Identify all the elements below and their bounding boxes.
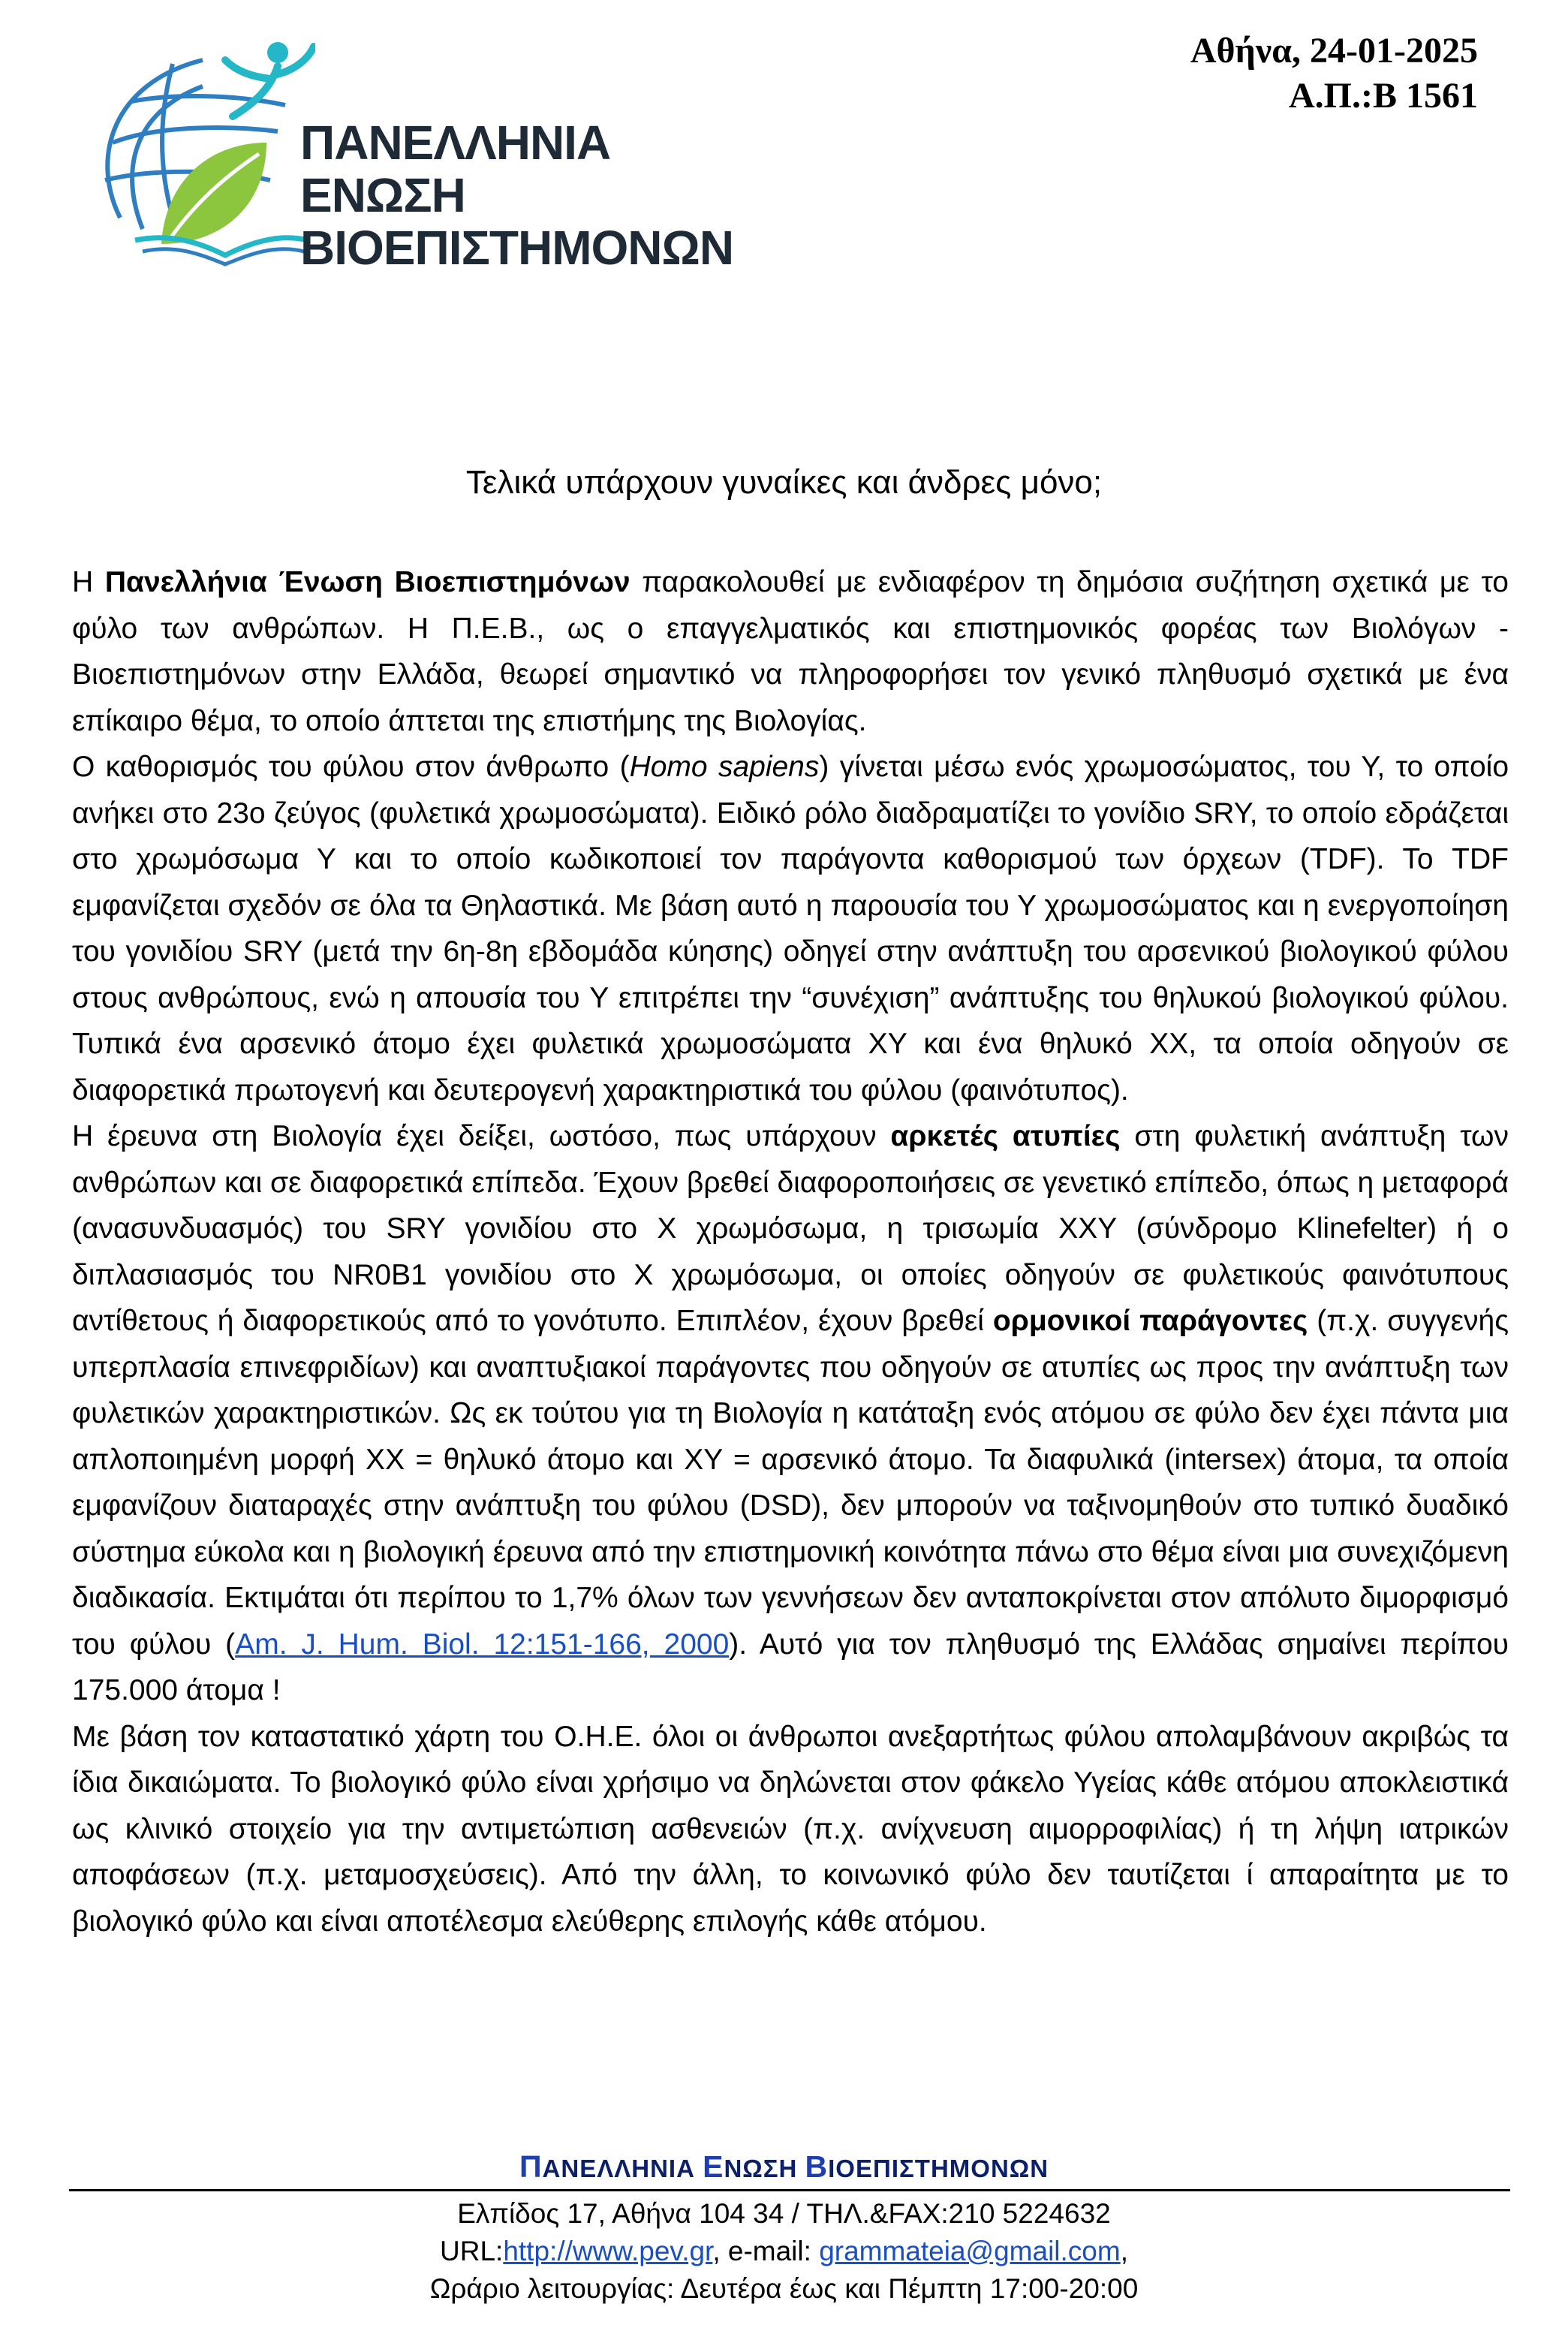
text-run: στη φυλετική ανάπτυξη των ανθρώπων και σε διαφορετικά επίπεδα. Έχουν βρεθεί διαφοροποιήσεις σε γενετικό επίπεδο, όπως η μεταφορά (ανασυνδυασμός) του SRY γονιδίου στο Χ χρωμόσωμα, η τρισωμία ΧΧΥ (σύνδρομο Klinefelter) ή ο διπλασιασμός του NR0B1 γονιδίου στο Χ χρωμόσωμα, οι οποίες οδηγούν σε φυλετικούς φαινότυπους αντίθετους ή διαφορετικούς από το γονότυπο. Επιπλέον, έχουν βρεθεί xyxy=(72,1120,1509,1337)
citation-link[interactable]: Am. J. Hum. Biol. 12:151-166, 2000 xyxy=(235,1628,730,1661)
paragraph-4: Με βάση τον καταστατικό χάρτη του Ο.Η.Ε. όλοι οι άνθρωποι ανεξαρτήτως φύλου απολαμβάνουν ακριβώς τα ίδια δικαιώματα. Το βιολογικό φύλο είναι χρήσιμο να δηλώνεται στον φάκελο Υγείας κάθε ατόμου αποκλειστικά ως κλινικό στοιχείο για την αντιμετώπιση ασθενειών (π.χ. ανίχνευση αιμορροφιλίας) ή τη λήψη ιατρικών αποφάσεων (π.χ. μεταμοσχεύσεις). Από την άλλη, το κοινωνικό φύλο δεν ταυτίζεται ί απαραίτητα με το βιολογικό φύλο και είναι αποτέλεσμα ελεύθερης επιλογής κάθε ατόμου. xyxy=(72,1720,1509,1938)
logo-line-2: ΕΝΩΣΗ xyxy=(300,168,465,222)
document-title: Τελικά υπάρχουν γυναίκες και άνδρες μόνο; xyxy=(465,464,1103,501)
text-run: Η έρευνα στη Βιολογία έχει δείξει, ωστόσο, πως υπάρχουν xyxy=(72,1120,891,1152)
bold-run: αρκετές ατυπίες xyxy=(890,1120,1121,1152)
email-suffix: , xyxy=(1120,2236,1128,2266)
text-run: ) γίνεται μέσω ενός χρωμοσώματος, του Υ, το οποίο ανήκει στο 23ο ζεύγος (φυλετικά χρωμοσώματα). Ειδικό ρόλο διαδραματίζει το γονίδιο SRY, το οποίο εδράζεται στο χρωμόσωμα Υ και το οποίο κωδικοποιεί τον παράγοντα καθορισμού των όρχεων (TDF). Το TDF εμφανίζεται σχεδόν σε όλα τα Θηλαστικά. Με βάση αυτό η παρουσία του Υ χρωμοσώματος και η ενεργοποίηση του γονιδίου SRY (μετά την 6η-8η εβδομάδα κύησης) οδηγεί στην ανάπτυξη του αρσενικού βιολογικού φύλου στους ανθρώπους, ενώ η απουσία του Υ επιτρέπει την “συνέχιση” ανάπτυξης του θηλυκού βιολογικού φύλου. Τυπικά ένα αρσενικό άτομο έχει φυλετικά χρωμοσώματα ΧΥ και ένα θηλυκό ΧΧ, τα οποία οδηγούν σε διαφορετικά πρωτογενή και δευτερογενή χαρακτηριστικά του φύλου (φαινότυπος). xyxy=(72,751,1509,1107)
date-line: Αθήνα, 24-01-2025 xyxy=(1190,31,1478,71)
paragraph-3 xyxy=(72,1113,1509,1714)
logo-line-1: ΠΑΝΕΛΛΗΝΙΑ xyxy=(300,116,611,170)
initial-letter: Β xyxy=(805,2149,829,2184)
globe-leaf-logo-icon xyxy=(90,30,315,270)
bold-run: Πανελλήνια Ένωση Βιοεπιστημόνων xyxy=(104,566,631,598)
bold-run: ορμονικοί παράγοντες xyxy=(992,1305,1308,1337)
footer-organization-name xyxy=(0,2149,1568,2184)
footer-web-email xyxy=(0,2233,1568,2270)
reference-number: Α.Π.:Β 1561 xyxy=(1289,76,1478,116)
text-run: (π.χ. συγγενής υπερπλασία επινεφριδίων) και αναπτυξιακοί παράγοντες που οδηγούν σε ατυπίες ως προς την ανάπτυξη των φυλετικών χαρακτηριστικών. Ως εκ τούτου για τη Βιολογία η κατάταξη ενός ατόμου σε φύλο δεν έχει πάντα μια απλοποιημένη μορφή ΧΧ = θηλυκό άτομο και ΧΥ = αρσενικό άτομο. Τα διαφυλικά (intersex) άτομα, τα οποία εμφανίζουν διαταραχές στην ανάπτυξη του φύλου (DSD), δεν μπορούν να ταξινομηθούν στο τυπικό δυαδικό σύστημα εύκολα και η βιολογική έρευνα από την επιστημονική κοινότητα πάνω στο θέμα είναι μια συνεχιζόμενη διαδικασία. Εκτιμάται ότι περίπου το 1,7% όλων των γεννήσεων δεν ανταποκρίνεται στον απόλυτο διμορφισμό του φύλου ( xyxy=(72,1305,1509,1661)
italic-run: Homo sapiens xyxy=(629,751,820,783)
logo-wordmark xyxy=(300,116,733,274)
footer-address: Ελπίδος 17, Αθήνα 104 34 / ΤΗΛ.&FAX:210 5224632 xyxy=(457,2198,1111,2229)
organization-logo xyxy=(90,30,734,275)
word-rest: ΝΩΣΗ xyxy=(724,2155,805,2182)
text-run: ). Αυτό για τον πληθυσμό της Ελλάδας σημαίνει περίπου 175.000 άτομα ! xyxy=(72,1628,1509,1706)
initial-letter: Π xyxy=(519,2149,543,2184)
logo-line-3: ΒΙΟΕΠΙΣΤΗΜΟΝΩΝ xyxy=(300,221,734,275)
date-reference-block xyxy=(1190,29,1478,119)
footer-divider xyxy=(69,2189,1510,2191)
text-run: Ο καθορισμός του φύλου στον άνθρωπο ( xyxy=(72,751,630,783)
email-link[interactable]: grammateia@gmail.com xyxy=(819,2236,1121,2266)
document-body xyxy=(72,559,1509,1944)
text-run: Η xyxy=(72,566,105,598)
word-rest: ΙΟΕΠΙΣΤΗΜΟΝΩΝ xyxy=(828,2155,1049,2182)
paragraph-2 xyxy=(72,744,1509,1113)
footer-contact xyxy=(0,2195,1568,2308)
word-rest: ΑΝΕΛΛΗΝΙΑ xyxy=(542,2155,703,2182)
url-label: URL: xyxy=(440,2236,504,2266)
paragraph-1 xyxy=(72,559,1509,744)
text-run: παρακολουθεί με ενδιαφέρον τη δημόσια συζήτηση σχετικά με το φύλο των ανθρώπων. Η Π.Ε.Β., ως ο επαγγελματικός και επιστημονικός φορέας των Βιολόγων - Βιοεπιστημόνων στην Ελλάδα, θεωρεί σημαντικό να πληροφορήσει τον γενικό πληθυσμό σχετικά με ένα επίκαιρο θέμα, το οποίο άπτεται της επιστήμης της Βιολογίας. xyxy=(72,566,1509,737)
footer-hours: Ωράριο λειτουργίας: Δευτέρα έως και Πέμπτη 17:00-20:00 xyxy=(429,2273,1139,2304)
email-label: , e-mail: xyxy=(712,2236,820,2266)
initial-letter: Ε xyxy=(703,2149,724,2184)
website-link[interactable]: http://www.pev.gr xyxy=(503,2236,713,2266)
